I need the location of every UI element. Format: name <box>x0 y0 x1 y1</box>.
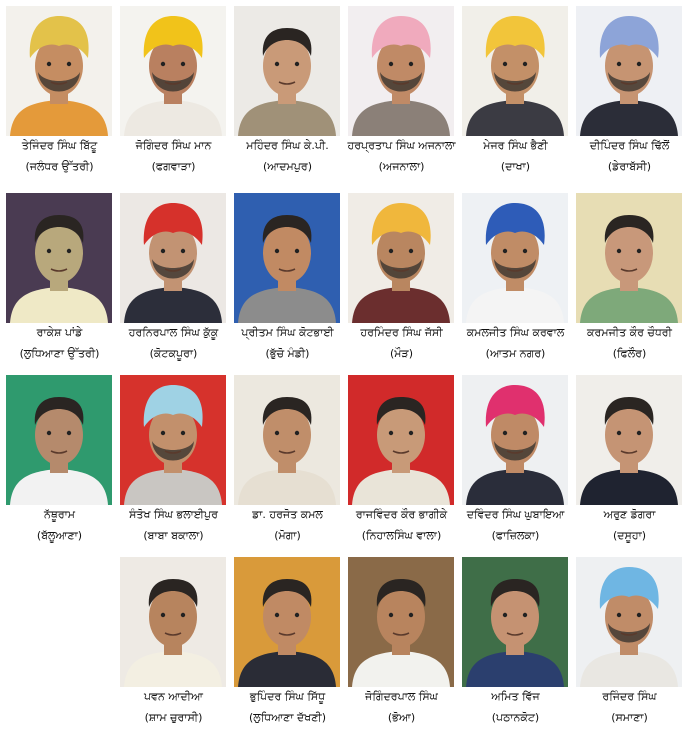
portrait-illustration <box>462 193 568 323</box>
candidate-constituency: (ਕੋਟਕਪੂਰਾ) <box>149 347 198 360</box>
candidate-constituency: (ਆਤਮ ਨਗਰ) <box>485 347 546 360</box>
portrait-illustration <box>576 557 682 687</box>
candidate-photo <box>462 375 568 505</box>
candidate-photo <box>576 193 682 323</box>
portrait-illustration <box>120 557 226 687</box>
candidate-card <box>459 3 572 186</box>
candidate-constituency: (ਸ਼ਾਮ ਚੁਰਾਸੀ) <box>144 711 203 724</box>
candidate-name: ਹਰਪ੍ਰਤਾਪ ਸਿੰਘ ਅਜਨਾਲਾ <box>347 139 456 152</box>
candidate-constituency: (ਨਿਹਾਲਸਿੰਘ ਵਾਲਾ) <box>361 529 442 542</box>
portrait-illustration <box>234 375 340 505</box>
candidate-photo <box>348 6 454 136</box>
candidate-name: ਪ੍ਰੀਤਮ ਸਿੰਘ ਕੋਟਭਾਈ <box>241 326 334 339</box>
candidate-name: ਮੇਜਰ ਸਿੰਘ ਭੈਣੀ <box>483 139 548 152</box>
candidate-photo <box>234 375 340 505</box>
candidate-photo <box>576 6 682 136</box>
candidate-name: ਹਰਮਿੰਦਰ ਸਿੰਘ ਜੱਸੀ <box>360 326 443 339</box>
candidate-card <box>345 3 458 186</box>
candidate-card <box>573 554 682 737</box>
candidate-constituency: (ਜਲੰਧਰ ਉੱਤਰੀ) <box>25 160 94 173</box>
candidate-name: ਰਜਿੰਦਰ ਸਿੰਘ <box>602 690 657 703</box>
portrait-illustration <box>348 557 454 687</box>
candidate-name: ਅਰੁਣ ਡੋਗਰਾ <box>603 508 656 521</box>
portrait-illustration <box>6 6 112 136</box>
candidate-photo <box>6 6 112 136</box>
candidate-photo <box>576 375 682 505</box>
candidate-photo <box>6 375 112 505</box>
candidate-constituency: (ਮੌੜ) <box>389 347 413 360</box>
candidate-name: ਭੁਪਿੰਦਰ ਸਿੰਘ ਸਿੱਧੂ <box>249 690 326 703</box>
candidate-name: ਤੇਜਿੰਦਰ ਸਿੰਘ ਬਿੱਟੂ <box>21 139 98 152</box>
candidate-card <box>231 190 344 373</box>
candidate-constituency: (ਮੋਗਾ) <box>274 529 301 542</box>
portrait-illustration <box>576 375 682 505</box>
candidate-name: ਸੰਤੋਖ ਸਿੰਘ ਭਲਾਈਪੁਰ <box>129 508 218 521</box>
candidate-constituency: (ਬੱਲੂਆਣਾ) <box>36 529 83 542</box>
candidate-photo <box>6 193 112 323</box>
candidate-card <box>345 372 458 555</box>
candidate-name: ਦਵਿੰਦਰ ਸਿੰਘ ਘੁਬਾਇਆ <box>466 508 565 521</box>
candidate-card <box>459 190 572 373</box>
candidate-name: ਜੋਗਿੰਦਰ ਸਿੰਘ ਮਾਨ <box>135 139 212 152</box>
candidate-card <box>573 190 682 373</box>
portrait-illustration <box>462 375 568 505</box>
portrait-illustration <box>576 6 682 136</box>
candidate-name: ਪਵਨ ਆਦੀਆ <box>144 690 203 703</box>
portrait-illustration <box>234 6 340 136</box>
candidate-constituency: (ਫਾਜ਼ਿਲਕਾ) <box>491 529 540 542</box>
candidate-name: ਰਾਕੇਸ਼ ਪਾਂਡੇ <box>36 326 83 339</box>
candidate-photo <box>348 193 454 323</box>
candidate-photo <box>234 6 340 136</box>
candidate-name: ਮਹਿੰਦਰ ਸਿੰਘ ਕੇ.ਪੀ. <box>246 139 329 152</box>
candidate-card <box>231 372 344 555</box>
candidate-photo <box>462 6 568 136</box>
portrait-illustration <box>462 6 568 136</box>
candidate-card <box>117 372 230 555</box>
candidate-photo <box>120 6 226 136</box>
portrait-illustration <box>120 193 226 323</box>
candidate-photo <box>348 557 454 687</box>
portrait-illustration <box>6 193 112 323</box>
candidate-constituency: (ਭੋਆ) <box>387 711 416 724</box>
candidate-photo <box>234 193 340 323</box>
candidate-card <box>3 190 116 373</box>
portrait-illustration <box>234 193 340 323</box>
candidate-constituency: (ਭੁੱਚੋ ਮੰਡੀ) <box>265 347 310 360</box>
candidate-card <box>231 554 344 737</box>
portrait-illustration <box>576 193 682 323</box>
candidate-card <box>3 3 116 186</box>
candidate-constituency: (ਆਦਮਪੁਰ) <box>263 160 312 173</box>
candidate-name: ਕਰਮਜੀਤ ਕੌਰ ਚੌਧਰੀ <box>587 326 672 339</box>
portrait-illustration <box>348 6 454 136</box>
candidate-photo <box>348 375 454 505</box>
portrait-illustration <box>234 557 340 687</box>
candidate-photo <box>234 557 340 687</box>
portrait-illustration <box>120 375 226 505</box>
candidate-constituency: (ਲੁਧਿਆਣਾ ਦੱਖਣੀ) <box>249 711 326 724</box>
candidate-card <box>573 372 682 555</box>
candidate-constituency: (ਅਜਨਾਲਾ) <box>378 160 425 173</box>
candidate-card <box>345 190 458 373</box>
candidate-constituency: (ਫਿਲੌਰ) <box>612 347 647 360</box>
candidate-constituency: (ਲੁਧਿਆਣਾ ਉੱਤਰੀ) <box>19 347 100 360</box>
candidate-card <box>117 190 230 373</box>
candidate-constituency: (ਸਮਾਣਾ) <box>611 711 648 724</box>
candidate-constituency: (ਫਗਵਾੜਾ) <box>151 160 196 173</box>
candidate-constituency: (ਦਸੂਹਾ) <box>612 529 647 542</box>
candidate-name: ਜੋਗਿੰਦਰਪਾਲ ਸਿੰਘ <box>365 690 438 703</box>
portrait-illustration <box>348 193 454 323</box>
candidate-card <box>345 554 458 737</box>
candidate-photo <box>462 193 568 323</box>
candidate-card <box>231 3 344 186</box>
portrait-illustration <box>6 375 112 505</box>
candidate-card <box>459 372 572 555</box>
candidate-name: ਡਾ. ਹਰਜੋਤ ਕਮਲ <box>252 508 323 521</box>
candidate-card <box>3 372 116 555</box>
candidate-card <box>117 3 230 186</box>
candidate-name: ਦੀਪਿੰਦਰ ਸਿੰਘ ਢਿੱਲੋਂ <box>589 139 670 152</box>
candidate-photo <box>120 193 226 323</box>
candidate-name: ਰਾਜਵਿੰਦਰ ਕੌਰ ਭਾਗੀਕੇ <box>355 508 448 521</box>
candidate-card <box>573 3 682 186</box>
candidate-photo <box>120 375 226 505</box>
candidate-name: ਨੱਥੂਰਾਮ <box>43 508 76 521</box>
candidate-photo <box>576 557 682 687</box>
candidate-name: ਹਰਨਿਰਪਾਲ ਸਿੰਘ ਕੁੱਕੂ <box>128 326 219 339</box>
candidate-photo <box>462 557 568 687</box>
portrait-illustration <box>348 375 454 505</box>
candidate-constituency: (ਦਾਖਾ) <box>500 160 531 173</box>
candidate-card <box>459 554 572 737</box>
candidate-photo <box>120 557 226 687</box>
portrait-illustration <box>462 557 568 687</box>
candidate-constituency: (ਬਾਬਾ ਬਕਾਲਾ) <box>143 529 204 542</box>
candidate-card <box>117 554 230 737</box>
candidate-constituency: (ਡੇਰਾਬੱਸੀ) <box>607 160 652 173</box>
portrait-illustration <box>120 6 226 136</box>
candidate-constituency: (ਪਠਾਨਕੋਟ) <box>491 711 540 724</box>
candidate-name: ਕਮਲਜੀਤ ਸਿੰਘ ਕਰਵਾਲ <box>466 326 565 339</box>
candidate-name: ਅਮਿਤ ਵਿੱਜ <box>491 690 540 703</box>
